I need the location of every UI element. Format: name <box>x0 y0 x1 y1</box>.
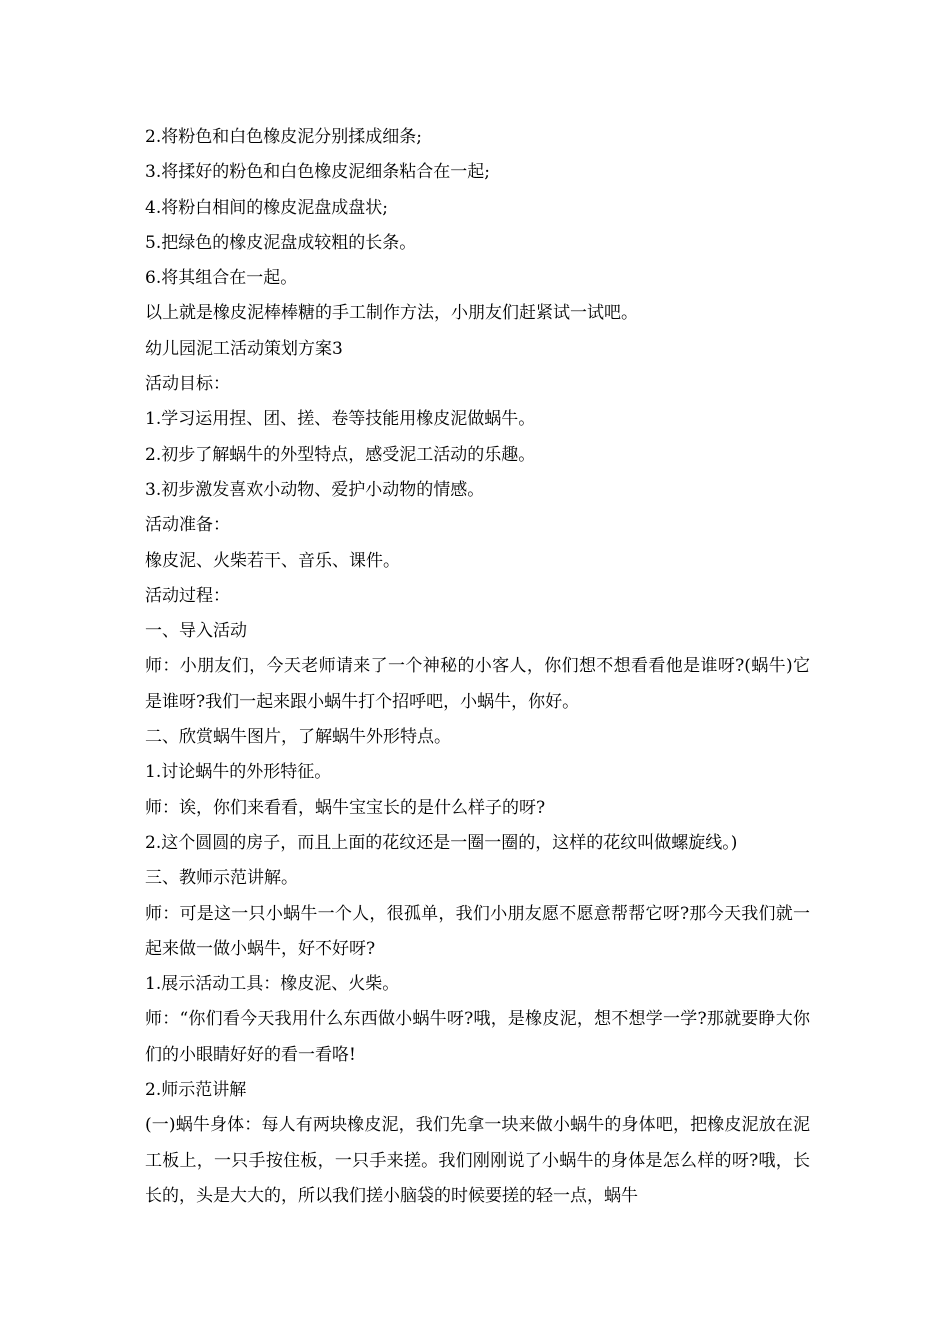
teacher-dialogue-look: 师：诶，你们来看看，蜗牛宝宝长的是什么样子的呀? <box>145 797 546 818</box>
discussion-item-2: 2.这个圆圆的房子，而且上面的花纹还是一圈一圈的，这样的花纹叫做螺旋线。) <box>145 832 738 853</box>
paragraph-step-3: 3.将揉好的粉色和白色橡皮泥细条粘合在一起; <box>145 162 490 183</box>
teacher-dialogue-plasticine: 师：“你们看今天我用什么东西做小蜗牛呀?哦，是橡皮泥，想不想学一学?那就要睁大你们的小眼睛好好的看一看咯! <box>145 1009 810 1065</box>
teacher-dialogue-intro: 师：小朋友们，今天老师请来了一个神秘的小客人，你们想不想看看他是谁呀?(蜗牛)它是谁呀?我们一起来跟小蜗牛打个招呼吧，小蜗牛，你好。 <box>145 656 810 712</box>
process-step-appreciate-heading: 二、欣赏蜗牛图片，了解蜗牛外形特点。 <box>145 727 451 748</box>
snail-body-instructions: (一)蜗牛身体：每人有两块橡皮泥，我们先拿一块来做小蜗牛的身体吧，把橡皮泥放在泥工板上，一只手按住板，一只手来搓。我们刚刚说了小蜗牛的身体是怎么样的呀?哦，长长的，头是大大的，所以我们搓小脑袋的时候要搓的轻一点，蜗牛 <box>145 1115 810 1206</box>
heading-activity-goals: 活动目标： <box>145 374 230 395</box>
paragraph-step-4: 4.将粉白相间的橡皮泥盘成盘状; <box>145 197 388 218</box>
heading-activity-process: 活动过程： <box>145 585 230 606</box>
goal-item-3: 3.初步激发喜欢小动物、爱护小动物的情感。 <box>145 479 485 500</box>
teacher-dialogue-lonely: 师：可是这一只小蜗牛一个人，很孤单，我们小朋友愿不愿意帮帮它呀?那今天我们就一起来做一做小蜗牛，好不好呀? <box>145 903 810 959</box>
preparation-materials: 橡皮泥、火柴若干、音乐、课件。 <box>145 550 400 571</box>
goal-item-2: 2.初步了解蜗牛的外型特点，感受泥工活动的乐趣。 <box>145 444 536 465</box>
goal-item-1: 1.学习运用捏、团、搓、卷等技能用橡皮泥做蜗牛。 <box>145 409 536 430</box>
demo-item-tools: 1.展示活动工具：橡皮泥、火柴。 <box>145 974 400 995</box>
process-step-intro-heading: 一、导入活动 <box>145 621 247 642</box>
process-step-demo-heading: 三、教师示范讲解。 <box>145 868 298 889</box>
discussion-item-1: 1.讨论蜗牛的外形特征。 <box>145 762 332 783</box>
paragraph-conclusion: 以上就是橡皮泥棒棒糖的手工制作方法，小朋友们赶紧试一试吧。 <box>145 303 638 324</box>
paragraph-step-6: 6.将其组合在一起。 <box>145 268 298 289</box>
paragraph-step-2: 2.将粉色和白色橡皮泥分别揉成细条; <box>145 127 422 147</box>
demo-item-explain: 2.师示范讲解 <box>145 1080 247 1101</box>
heading-activity-preparation: 活动准备： <box>145 515 230 536</box>
paragraph-step-5: 5.把绿色的橡皮泥盘成较粗的长条。 <box>145 232 417 253</box>
section-heading-plan-3: 幼儿园泥工活动策划方案3 <box>145 338 343 359</box>
document-body <box>145 120 810 1214</box>
